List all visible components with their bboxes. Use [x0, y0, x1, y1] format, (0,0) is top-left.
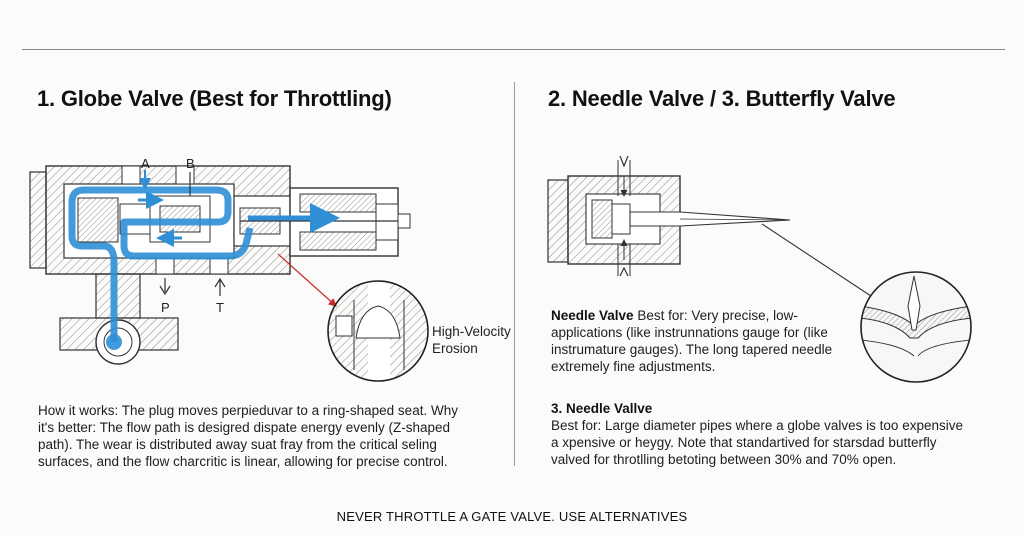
needle-valve-heading: Needle Valve [551, 308, 634, 323]
footer-warning: NEVER THROTTLE A GATE VALVE. USE ALTERNATIVES [336, 509, 688, 524]
port-label-b: B [186, 156, 195, 171]
globe-valve-title: 1. Globe Valve (Best for Throttling) [37, 86, 392, 111]
butterfly-valve-description [551, 400, 971, 468]
port-label-t: T [216, 300, 224, 315]
port-label-p: P [161, 300, 170, 315]
butterfly-valve-text: Best for: Large diameter pipes where a globe valves is too expensive a xpensive or heygy. Note that standartived for starsdad butterfly valved for throtlling betoting between 30% and 70% open. [551, 418, 963, 467]
erosion-callout-line2: Erosion [432, 341, 478, 356]
port-label-a: A [141, 156, 150, 171]
erosion-callout [432, 323, 511, 357]
erosion-callout-line1: High-Velocity [432, 324, 511, 339]
globe-valve-description: How it works: The plug moves perpieduvar to a ring-shaped seat. Why it's better: The flow path is desigred dispate energy evenly (Z-shaped path). The wear is distributed away suat fray from the critical seling surfaces, and the flow charcritic is linear, allowing for precise control. [38, 403, 458, 469]
needle-valve-text: Best for: Very precise, low-applications (like instrunnations gauge for (like instrumature gauges). The long tapered needle extremely fine adjustments. [551, 308, 833, 374]
butterfly-valve-heading: 3. Needle Vallve [551, 401, 653, 416]
needle-butterfly-title: 2. Needle Valve / 3. Butterfly Valve [548, 86, 896, 111]
needle-valve-description [551, 307, 851, 375]
globe-valve-drawing [30, 166, 430, 384]
